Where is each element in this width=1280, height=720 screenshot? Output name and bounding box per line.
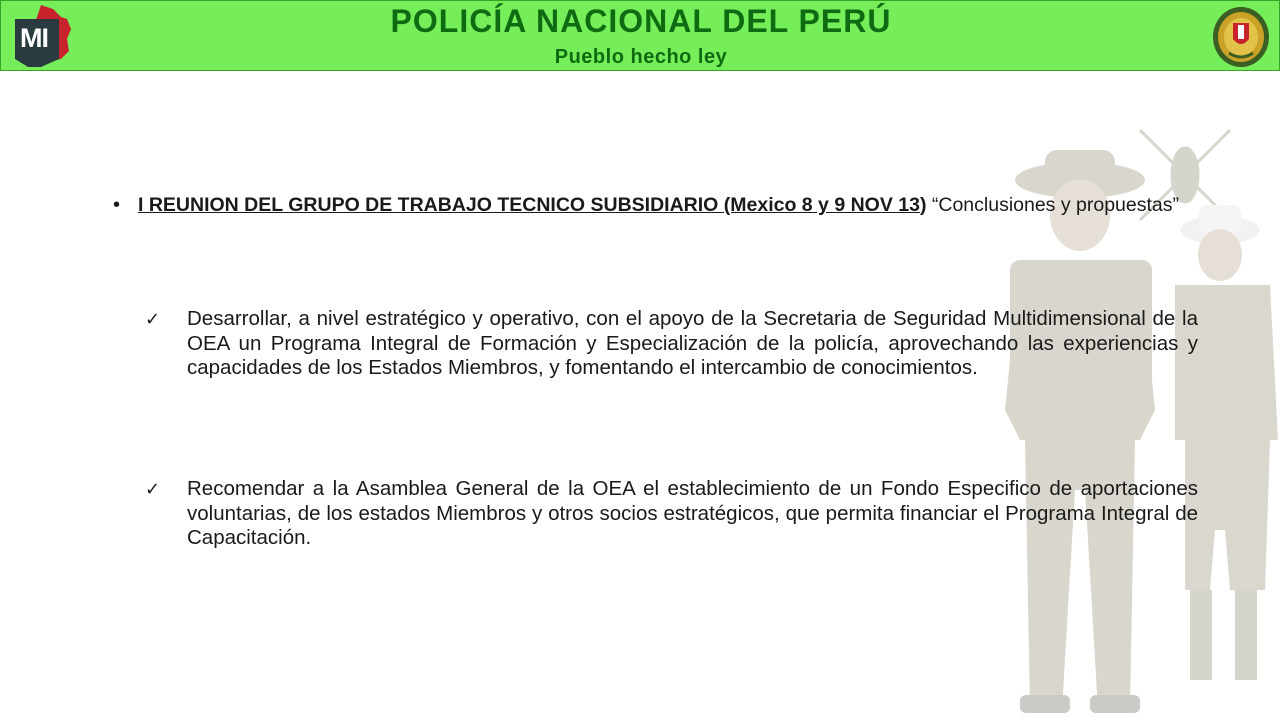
mi-logo-text: MI	[20, 23, 48, 53]
checkmark-icon: ✓	[145, 309, 161, 329]
checkmark-icon: ✓	[145, 479, 161, 499]
heading-closing-paren: )	[919, 194, 927, 216]
heading-subtitle-quote: “Conclusiones y propuestas”	[926, 194, 1179, 216]
check-item-text: Recomendar a la Asamblea General de la OEA el establecimiento de un Fondo Especifico de aportaciones voluntarias, de los estados Miembros y otros socios estratégicos, que permita financiar el Programa Integral de Capacitación.	[187, 477, 1198, 549]
heading-underlined-title: I REUNION DEL GRUPO DE TRABAJO TECNICO SUBSIDIARIO (Mexico 8 y 9 NOV 13	[138, 194, 920, 216]
heading-text	[138, 193, 1198, 217]
bullet-dot: •	[113, 194, 121, 216]
page-subtitle: Pueblo hecho ley	[554, 46, 728, 68]
page-title: POLICÍA NACIONAL DEL PERÚ	[390, 3, 892, 39]
check-item-text: Desarrollar, a nivel estratégico y operativo, con el apoyo de la Secretaria de Seguridad Multidimensional de la OEA un Programa Integral de Formación y Especialización de la policía, aprovechando las experiencias y capacidades de los Estados Miembros, y fomentando el intercambio de conocimientos.	[187, 307, 1198, 379]
